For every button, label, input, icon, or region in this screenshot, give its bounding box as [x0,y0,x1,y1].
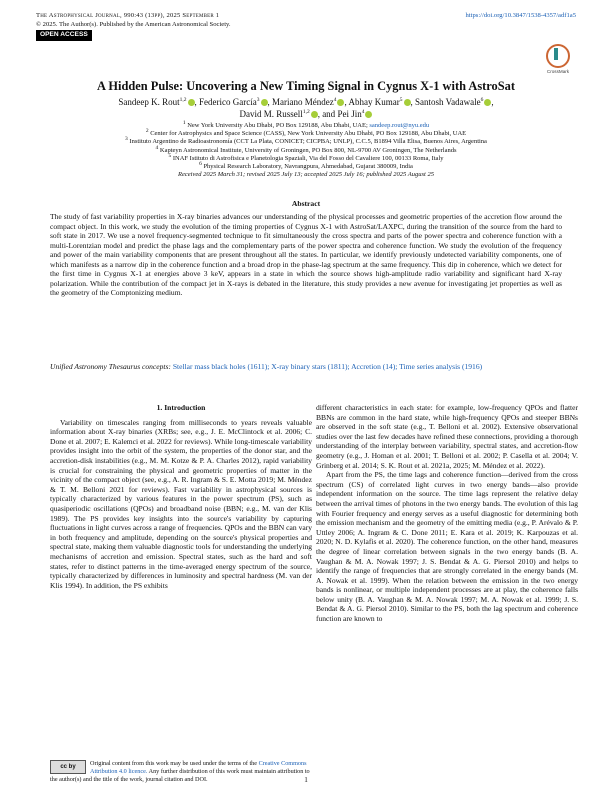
author-name: Sandeep K. Rout [118,97,180,107]
crossmark-icon [546,44,570,68]
uat-label: Unified Astronomy Thesaurus concepts: [50,362,171,371]
orcid-icon[interactable] [261,99,268,106]
author-list: Sandeep K. Rout$^{1,2}$ , Federico García$^3$ , Mariano Méndez$^4$ , Abhay Kumar$^5$ , Santosh Vadawale$^6$ , David M. Russell$^{1,2}$ , and Pei Jin$^4$ [118,97,494,119]
author-name: Mariano Méndez [272,97,334,107]
journal-citation: The Astrophysical Journal, 990:43 (13pp), 2025 September 1 [36,12,220,19]
section-heading: 1. Introduction [156,403,206,412]
orcid-icon[interactable] [365,111,372,118]
affiliation: $^1$ New York University Abu Dhabi, PO Box 129188, Abu Dhabi, UAE; sandeep.rout@nyu.edu [182,119,430,129]
doi-link[interactable]: https://doi.org/10.3847/1538-4357/adf1a5 [465,12,576,19]
uat-concept-link[interactable]: X-ray binary stars (1811); [271,362,350,371]
author-name: Abhay Kumar [348,97,400,107]
uat-concepts [50,362,562,372]
crossmark-button[interactable] [544,44,572,74]
page-header [36,12,576,41]
uat-concept-link[interactable]: Time series analysis (1916) [399,362,483,371]
affiliations [40,119,572,179]
affiliation: $^3$ Instituto Argentino de Radioastronomía (CCT La Plata, CONICET; CICPBA; UNLP), C.C.5, B1894 Villa Elisa, Buenos Aires, Argentina [125,136,487,146]
affiliation: $^6$ Physical Research Laboratory, Navrangpura, Ahmedabad, Gujarat 380009, India [199,160,413,171]
affiliation: $^4$ Kapteyn Astronomical Institute, University of Groningen, PO Box 800, NL-9700 AV Groningen, The Netherlands [155,144,457,154]
crossmark-label: CrossMark [546,69,570,74]
author-name: David M. Russell [239,109,303,119]
paper-title: A Hidden Pulse: Uncovering a New Timing Signal in Cygnus X-1 with AstroSat [97,79,515,93]
affiliation: $^2$ Center for Astrophysics and Space Science (CASS), New York University Abu Dhabi, PO Box 129188, Abu Dhabi, UAE [145,128,467,138]
publication-dates: Received 2025 March 31; revised 2025 July 13; accepted 2025 July 16; published 2025 August 25 [178,171,434,179]
right-column [316,403,578,624]
uat-concept-link[interactable]: Accretion (14); [351,362,398,371]
author-name: Federico García [199,97,257,107]
paragraph: different characteristics in each state: for example, low-frequency QPOs and flatter BBNs are common in the hard state, while high-frequency QPOs and steeper BBNs are observed in the soft state (e.g., T. Belloni et al. 2002). Extensive observational studies over the last few decades have refined these connections, providing a thorough understanding of the interplay between variability, spectral states, and accretion-flow geometry (e.g., J. Homan et al. 2001; T. Belloni et al. 2002; P. Casella et al. 2004; V. Grinberg et al. 2014; S. K. Rout et al. 2021a, 2025; M. Méndez et al. 2022). [316,403,578,470]
author-name: Santosh Vadawale [415,97,481,107]
uat-concept-link[interactable]: Stellar mass black holes (1611); [172,362,270,371]
abstract-heading: Abstract [291,199,321,208]
open-access-badge: OPEN ACCESS [36,30,92,41]
license-notice: cc by Original content from this work may be used under the terms of the Creative Commons Attribution 4.0 licence. Any further distribution of this work must maintain attribution to the author(s) and the title of the work, journal citation and DOI. [50,760,310,783]
orcid-icon[interactable] [188,99,195,106]
orcid-icon[interactable] [311,111,318,118]
copyright-notice: © 2025. The Author(s). Published by the American Astronomical Society. [36,20,231,28]
paragraph: Variability on timescales ranging from milliseconds to years reveals valuable information about X-ray binaries (XRBs; see, e.g., J. E. McClintock et al. 2006; C. Done et al. 2007; E. Kalemci et al. 2022 for reviews). While long-timescale variability provides insight into the orbit of the system, the properties of the donor star, and the accretion-disk instabilities (e.g., M. M. Kotze & P. A. Charles 2012), rapid variability is crucial for constraining the physical and geometric properties of matter in the vicinity of the compact object (see, e.g., A. R. Ingram & S. E. Motta 2019; M. Méndez & T. M. Belloni 2021 for reviews). Fast variability in astrophysical sources is typically characterized by various features in the power spectrum (PS), such as quasiperiodic oscillations (QPOs) and broadband noise (BBN; e.g., M. van der Klis 1989). The PS provides key insights into the source's variability by capturing fluctuations in light curves across a range of frequencies. QPOs and the BBN can vary in both frequency and amplitude, depending on the source's physical properties and spectral state, making them valuable diagnostic tools for understanding the underlying mechanisms of accretion and emission. Spectral states, such as the hard and soft states, refer to distinct patterns in the time-averaged energy spectrum of the source, typically characterized by differences in luminosity and spectral hardness (M. van der Klis 1994). In addition, the PS exhibits [50,417,312,590]
page-number: 1 [304,776,308,784]
author-name: Pei Jin [337,109,362,119]
orcid-icon[interactable] [404,99,411,106]
license-link[interactable]: Creative Commons Attribution 4.0 licence. [90,760,307,775]
orcid-icon[interactable] [484,99,491,106]
abstract-text: The study of fast variability properties in X-ray binaries advances our understanding of the physical processes and geometric properties of the accretion flow around the compact object. In this work, we study the evolution of the timing properties of Cygnus X-1 with AstroSat/LAXPC, during the transition of the source from the hard to soft state in 2017. We use a novel frequency-segmented technique to fit simultaneously the cross spectra and parts of the power spectra and coherence function with a multi-Lorentzian model and predict the phase lags and the complementary parts of the power spectra and coherence function. We study the evolution of the frequency and power of the main variability components that are present throughout all the states. In particular, we identify previously undetected variability components, one of which manifests as a narrow dip in the coherence function and a broad drop in the phase-lag spectrum at the same frequency. This dip in coherence, which we detect for the first time in Cygnus X-1 at energies above 3 keV, appears in a state in which the source shows high-amplitude radio variability and significant hard X-ray polarization. While the contribution of the compact jet in X-rays is debated in the literature, this study provides a new avenue for investigating jet properties as well as the geometry of the Comptonizing medium. [50,212,562,298]
email-link[interactable]: sandeep.rout@nyu.edu [369,122,430,129]
orcid-icon[interactable] [337,99,344,106]
paragraph: Apart from the PS, the time lags and coherence function—derived from the cross spectrum (CS) of correlated light curves in two energy bands—also provide independent information on the source. The time lags represent the relative delay between the arrival times of photons in the two energy bands. The evolution of this lag with Fourier frequency and energy serves as a useful diagnostic for determining both the emission mechanism and the geometry of the emitting media (e.g., P. Arévalo & P. Uttley 2006; A. Ingram & C. Done 2011; E. Kara et al. 2019; K. Karpouzas et al. 2020; N. D. Kylafis et al. 2020). The coherence function, on the other hand, measures the degree of linear correlation between signals in the two energy bands (B. A. Vaughan & M. A. Nowak 1997; J. S. Bendat & A. G. Piersol 2010) and helps to identify the range of frequencies that are strongly correlated in the energy bands (M. A. Nowak et al. 1999). When the relation between the emission in the two energy bands is nonlinear, or multiple independent processes are at play, the coherence falls below unity (B. A. Vaughan & M. A. Nowak 1997; M. A. Nowak et al. 1999; J. S. Bendat & A. G. Piersol 2010). Similar to the PS, both the lag spectrum and coherence function are known to [316,470,578,624]
affiliation: $^5$ INAF Istituto di Astrofisica e Planetologia Spaziali, Via del Fosso del Cavaliere 100, 00133 Roma, Italy [168,152,444,162]
left-column [50,400,312,590]
cc-by-icon[interactable]: cc by [50,760,86,774]
